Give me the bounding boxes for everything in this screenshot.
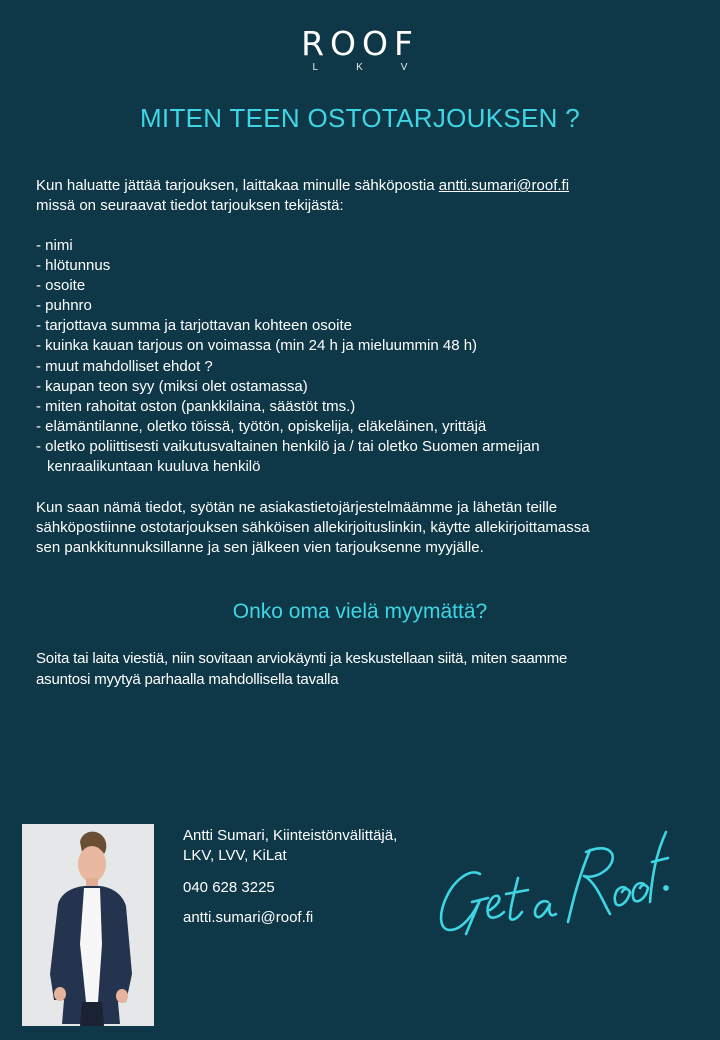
invite-line: Soita tai laita viestiä, niin sovitaan arviokäynti ja keskustellaan siitä, miten saamme: [36, 650, 568, 667]
list-item: - nimi: [36, 237, 73, 254]
required-info-list: [36, 236, 696, 477]
contact-invite-paragraph: [36, 648, 696, 690]
list-item: - miten rahoitat oston (pankkilaina, säästöt tms.): [36, 397, 356, 415]
process-line: Kun saan nämä tiedot, syötän ne asiakastietojärjestelmäämme ja lähetän teille: [36, 499, 558, 516]
intro-paragraph: [36, 176, 696, 216]
logo-subtitle: LKV: [312, 62, 446, 73]
page-title: MITEN TEEN OSTOTARJOUKSEN ?: [139, 103, 581, 133]
intro-line2: missä on seuraavat tiedot tarjouksen tekijästä:: [36, 197, 344, 214]
agent-name-title: Antti Sumari, Kiinteistönvälittäjä,: [183, 827, 398, 844]
list-item: - tarjottava summa ja tarjottavan kohteen osoite: [36, 317, 352, 335]
list-item: - hlötunnus: [36, 257, 111, 275]
intro-text: Kun haluatte jättää tarjouksen, laittakaa minulle sähköpostia: [36, 177, 439, 194]
list-item-continuation: kenraalikuntaan kuuluva henkilö: [47, 458, 261, 476]
list-item: - kuinka kauan tarjous on voimassa (min 24 h ja mieluummin 48 h): [36, 337, 478, 355]
process-line: sen pankkitunnuksillanne ja sen jälkeen vien tarjouksenne myyjälle.: [36, 539, 484, 556]
contact-info: [183, 826, 443, 928]
agent-phone[interactable]: 040 628 3225: [183, 879, 275, 896]
list-item: - elämäntilanne, oletko töissä, työtön, opiskelija, eläkeläinen, yrittäjä: [36, 417, 487, 435]
agent-photo: [22, 824, 154, 1026]
section-heading: Onko oma vielä myymättä?: [232, 600, 488, 623]
agent-credentials: LKV, LVV, KiLat: [183, 847, 287, 864]
list-item: - osoite: [36, 277, 86, 295]
list-item: - kaupan teon syy (miksi olet ostamassa): [36, 377, 308, 395]
agent-email[interactable]: antti.sumari@roof.fi: [183, 909, 314, 926]
roof-lkv-logo: [0, 26, 720, 74]
list-item: - oletko poliittisesti vaikutusvaltainen henkilö ja / tai oletko Suomen armeijan: [36, 437, 540, 455]
list-item: - muut mahdolliset ehdot ?: [36, 357, 213, 375]
get-a-roof-signature: [430, 818, 670, 942]
list-item: - puhnro: [36, 297, 92, 315]
logo-wordmark: ROOF: [301, 24, 419, 63]
intro-email-link[interactable]: antti.sumari@roof.fi: [438, 177, 570, 194]
process-line: sähköpostiinne ostotarjouksen sähköisen allekirjoituslinkin, käytte allekirjoittamassa: [36, 519, 590, 536]
invite-line: asuntosi myytyä parhaalla mahdollisella tavalla: [36, 671, 339, 688]
process-paragraph: [36, 498, 696, 558]
